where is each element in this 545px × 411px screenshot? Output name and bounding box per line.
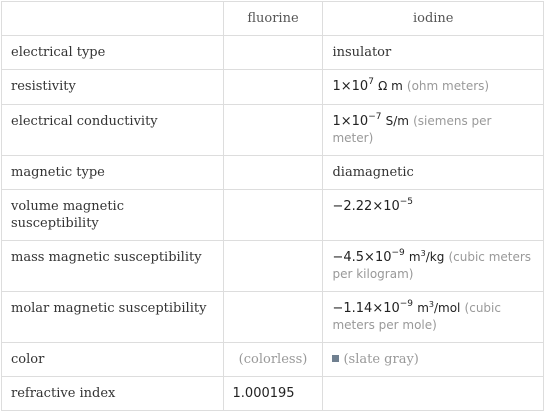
value-mantissa: −4.5 [332, 250, 365, 265]
table-row [2, 36, 544, 70]
unit-description: (siemens per meter) [332, 114, 492, 145]
unit-description: (cubic meters per mole) [332, 301, 501, 332]
times-sign: × [364, 250, 375, 265]
unit-denominator: /kg [425, 250, 445, 264]
row-label: electrical type [2, 36, 224, 70]
table-row [2, 343, 544, 377]
fluorine-value [223, 377, 323, 411]
color-description: (colorless) [238, 352, 308, 367]
value-base: 10 [383, 301, 400, 316]
row-label: refractive index [2, 377, 224, 411]
header-iodine: iodine [323, 2, 544, 36]
unit-description: (ohm meters) [406, 79, 490, 93]
value-unit [409, 250, 444, 264]
iodine-value [323, 377, 544, 411]
color-description: (slate gray) [343, 352, 419, 367]
unit-exponent: 3 [428, 300, 434, 309]
fluorine-value [223, 105, 323, 156]
iodine-value: insulator [323, 36, 544, 70]
iodine-value [323, 70, 544, 105]
row-label: molar magnetic susceptibility [2, 292, 224, 343]
iodine-value [323, 241, 544, 292]
value-unit [417, 301, 460, 315]
value-mantissa: −2.22 [332, 199, 373, 214]
header-fluorine: fluorine [223, 2, 323, 36]
value-mantissa: 1 [332, 79, 341, 94]
row-label: magnetic type [2, 156, 224, 190]
times-sign: × [340, 79, 352, 94]
iodine-value [323, 343, 544, 377]
refractive-index-value: 1.000195 [232, 386, 295, 401]
fluorine-value [223, 156, 323, 190]
value-base: 10 [351, 114, 369, 129]
table-row [2, 156, 544, 190]
iodine-value [323, 105, 544, 156]
unit-exponent: 3 [420, 249, 426, 258]
value-exponent: −9 [391, 247, 405, 258]
fluorine-value [223, 343, 323, 377]
row-label: resistivity [2, 70, 224, 105]
value-exponent: 7 [368, 76, 374, 87]
header-row [2, 2, 544, 36]
table-row [2, 292, 544, 343]
fluorine-value [223, 70, 323, 105]
unit-description: (cubic meters per kilogram) [332, 250, 532, 281]
value-base: 10 [351, 79, 369, 94]
table-row [2, 70, 544, 105]
fluorine-value [223, 241, 323, 292]
value-exponent: −9 [399, 298, 414, 309]
row-label: color [2, 343, 224, 377]
fluorine-value [223, 36, 323, 70]
iodine-value: diamagnetic [323, 156, 544, 190]
row-label: mass magnetic susceptibility [2, 241, 224, 292]
value-unit: Ω m [378, 79, 403, 93]
value-mantissa: −1.14 [332, 301, 373, 316]
times-sign: × [372, 301, 384, 316]
iodine-value [323, 292, 544, 343]
properties-table [1, 1, 544, 411]
value-unit: S/m [385, 114, 409, 128]
row-label: electrical conductivity [2, 105, 224, 156]
header-empty-cell [2, 2, 224, 36]
fluorine-value [223, 190, 323, 241]
color-swatch [332, 355, 339, 362]
value-mantissa: 1 [332, 114, 341, 129]
unit-base: m [408, 250, 421, 264]
unit-base: m [417, 301, 429, 315]
table-row [2, 105, 544, 156]
iodine-value [323, 190, 544, 241]
table-row [2, 241, 544, 292]
value-base: 10 [374, 250, 392, 265]
fluorine-value [223, 292, 323, 343]
value-exponent: −7 [368, 111, 382, 122]
unit-denominator: /mol [433, 301, 461, 315]
times-sign: × [372, 199, 384, 214]
table-row [2, 377, 544, 411]
value-exponent: −5 [399, 196, 414, 207]
value-base: 10 [383, 199, 400, 214]
row-label: volume magnetic susceptibility [2, 190, 224, 241]
table-row [2, 190, 544, 241]
times-sign: × [340, 114, 352, 129]
